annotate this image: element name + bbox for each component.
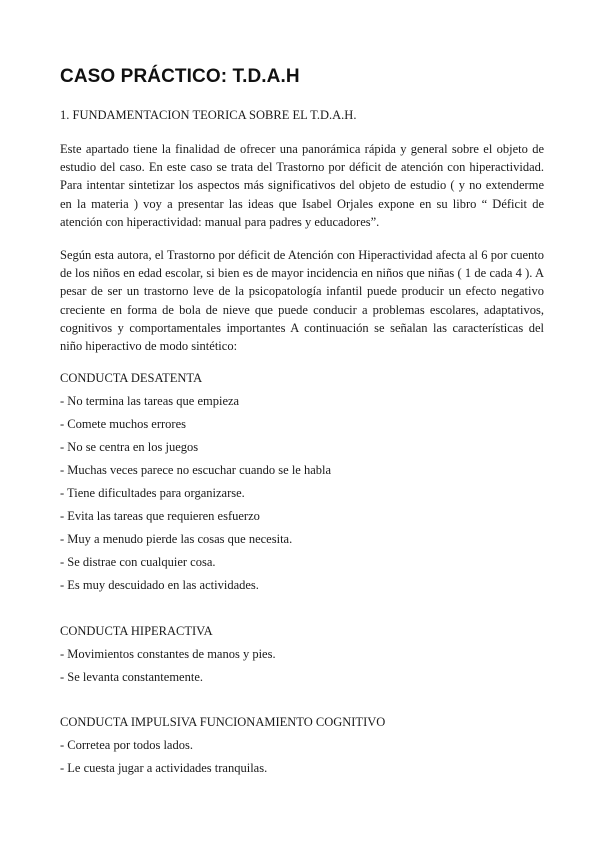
list-conducta-desatenta xyxy=(60,393,331,600)
heading-conducta-hiperactiva: CONDUCTA HIPERACTIVA xyxy=(60,624,213,638)
list-item: - Muy a menudo pierde las cosas que necesita. xyxy=(60,532,293,546)
list-item: - Muchas veces parece no escuchar cuando se le habla xyxy=(60,463,332,477)
section-heading: 1. FUNDAMENTACION TEORICA SOBRE EL T.D.A.H. xyxy=(60,108,357,122)
list-item: - Corretea por todos lados. xyxy=(60,738,193,752)
list-item: - Le cuesta jugar a actividades tranquilas. xyxy=(60,761,268,775)
list-conducta-hiperactiva xyxy=(60,646,276,692)
heading-conducta-desatenta: CONDUCTA DESATENTA xyxy=(60,371,203,385)
document-title: CASO PRÁCTICO: T.D.A.H xyxy=(60,66,300,87)
heading-conducta-impulsiva: CONDUCTA IMPULSIVA FUNCIONAMIENTO COGNITIVO xyxy=(60,715,386,729)
list-item: - Se levanta constantemente. xyxy=(60,670,203,684)
list-item: - Evita las tareas que requieren esfuerzo xyxy=(60,509,260,523)
list-item: - Se distrae con cualquier cosa. xyxy=(60,555,216,569)
paragraph-intro: Este apartado tiene la finalidad de ofrecer una panorámica rápida y general sobre el objeto de estudio del caso. En este caso se trata del Trastorno por déficit de atención con hiperactividad. Para intentar sintetizar los aspectos más significativos del objeto de estudio ( y no extenderme en la materia ) voy a presentar las ideas que Isabel Orjales expone en su libro “ Déficit de atención con hiperactividad: manual para padres y educadores”. xyxy=(60,142,544,229)
paragraph-author: Según esta autora, el Trastorno por déficit de Atención con Hiperactividad afecta al 6 por cuento de los niños en edad escolar, si bien es de mayor incidencia en niños que niñas ( 1 de cada 4 ). A pesar de ser un trastorno leve de la psicopatología infantil puede producir un efecto negativo creciente en forma de bola de nieve que puede conducir a problemas escolares, adaptativos, cognitivos y comportamentales importantes A continuación se señalan las características del niño hiperactivo de modo sintético: xyxy=(60,248,544,354)
list-item: - No termina las tareas que empieza xyxy=(60,394,240,408)
list-item: - No se centra en los juegos xyxy=(60,440,199,454)
list-item: - Tiene dificultades para organizarse. xyxy=(60,486,245,500)
list-conducta-impulsiva xyxy=(60,737,267,783)
list-item: - Comete muchos errores xyxy=(60,417,187,431)
list-item: - Es muy descuidado en las actividades. xyxy=(60,578,259,592)
list-item: - Movimientos constantes de manos y pies. xyxy=(60,647,276,661)
